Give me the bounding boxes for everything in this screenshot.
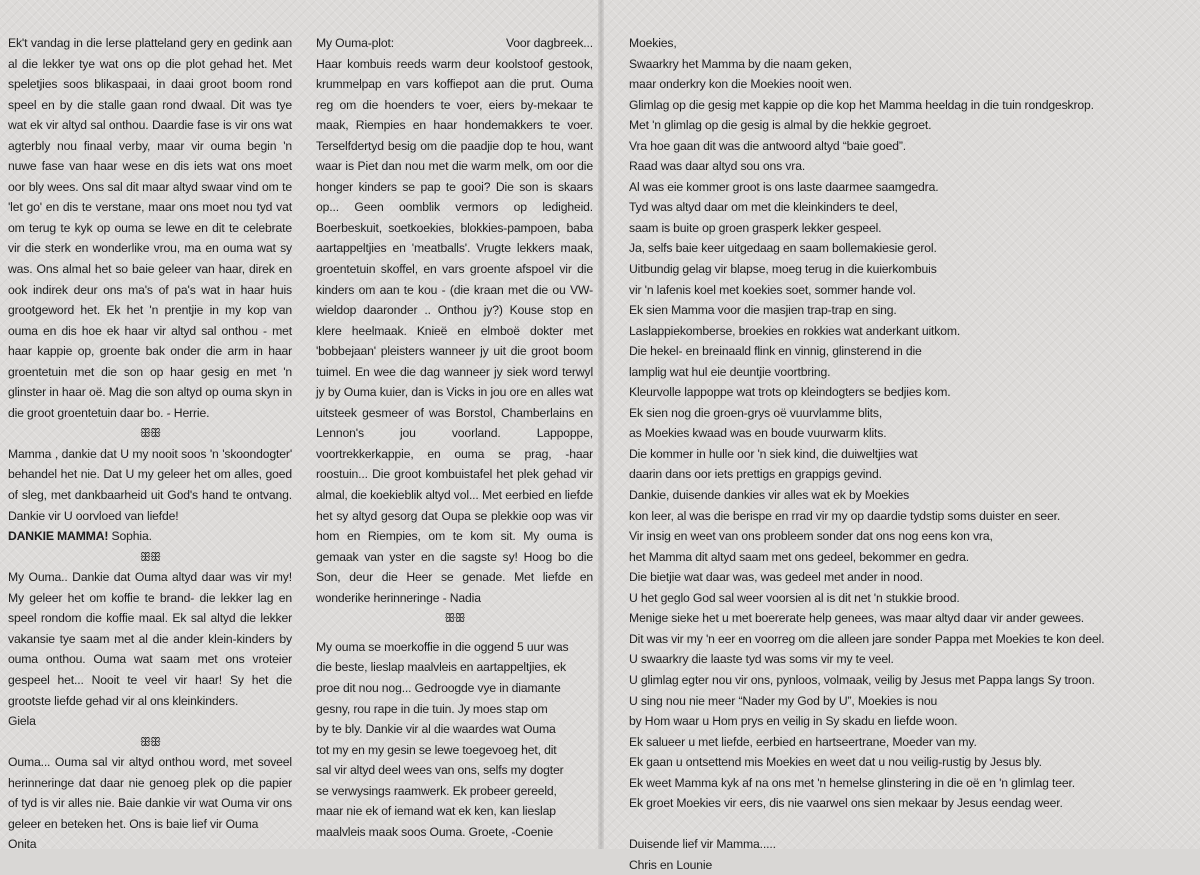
tribute-nadia: [316, 33, 593, 608]
poem-line: daarin dans oor iets prettigs en grappigs gevind.: [629, 467, 882, 482]
poem-line: kon leer, al was die berispe en rrad vir my op daardie tydstip soms duister en seer.: [629, 508, 1061, 523]
tribute-nadia-text: Haar kombuis reeds warm deur koolstoof gestook, krummelpap en vars koffiepot aan die prut. Ouma reg om die hoenders te voer, eiers by-mekaar te maak, Riempies en haar hondemakkers te voer. Terselfdertyd besig om die paadjie dop te hou, want waar is Piet dan nou met die warm melk, om oor die honger kinders se pap te gooi? Die son is skaars op... Geen oomblik vermors op ledigheid. Boerbeskuit, soetkoekies, blokkies-pampoen, baba aartappeltjies en 'meatballs'. Vrugte lekkers maak, groentetuin skoffel, en vars groente afspoel vir die kinders om aan te kou - (die kraan met die ou VW-wieldop daaronder .. Onthou jy?) Kouse stop en klere heelmaak. Knieë en elmboë dokter met 'bobbejaan' pleisters wanneer jy uit die groot boom tuimel. En wee die dag wanneer jy siek word terwyl jy by Ouma kuier, dan is Vicks in jou ore en alles wat uitsteek gesmeer of was Borstol, Chamberlains en Lennon's jou voorland. Lappoppe, voortrekkerkappie, en ouma se prag, -haar roostuin... Die groot kombuistafel het plek gehad vir almal, die koekieblik altyd vol... Met eerbied en liefde het sy altyd gesorg dat Oupa se plekkie oop was vir hom en Riempies, om te kom sit. My ouma is gemaak van yster en die sagste sy! Hoog bo die Son, deur die Heer se genade. Met liefde en wonderike herinneringe - Nadia: [316, 56, 593, 605]
poem-line: Die hekel- en breinaald flink en vinnig, glinsterend in die: [629, 344, 922, 359]
tribute-coenie-line: proe dit nou nog... Gedroogde vye in diamante: [316, 680, 561, 695]
poem-line: Dit was vir my 'n eer en voorreg om die alleen jare sonder Pappa met Moekies te kon deel.: [629, 631, 1105, 646]
poem-line: Die kommer in hulle oor 'n siek kind, die duiweltjies wat: [629, 446, 918, 461]
tribute-nadia-heading-left: My Ouma-plot:: [316, 36, 394, 50]
tribute-coenie-line: maalvleis maak soos Ouma. Groete, -Coenie: [316, 824, 554, 839]
poem-line: Vir insig en weet van ons probleem sonder dat ons nog eens kon vra,: [629, 529, 993, 544]
tribute-nadia-heading-right: Voor dagbreek...: [505, 36, 593, 50]
ornament-divider: ꕥꕥ: [139, 549, 161, 564]
tribute-sophia-text: Mamma , dankie dat U my nooit soos 'n 'skoondogter' behandel het nie. Dat U my geleer het om alles, goed of sleg, met dankbaarheid uit God's hand te ontvang. Dankie vir U oorvloed van liefde!: [8, 446, 292, 523]
poem-line: Ja, selfs baie keer uitgedaag en saam bollemakiesie gerol.: [629, 241, 937, 256]
ornament-divider: ꕥꕥ: [139, 734, 161, 749]
tribute-coenie-line: sal vir altyd deel wees van ons, selfs my dogter: [316, 763, 564, 778]
poem-line: maar onderkry kon die Moekies nooit wen.: [629, 77, 852, 92]
tribute-coenie: [316, 637, 593, 842]
poem-line: Menige sieke het u met boererate help genees, was maar altyd daar vir ander gewees.: [629, 611, 1085, 626]
poem-line: Dankie, duisende dankies vir alles wat ek by Moekies: [629, 488, 910, 503]
poem-line: Kleurvolle lappoppe wat trots op kleindogters se bedjies kom.: [629, 385, 951, 400]
poem-line: as Moekies kwaad was en boude vuurwarm klits.: [629, 426, 887, 441]
ornament-divider: ꕥꕥ: [444, 611, 465, 626]
poem-line: U het geglo God sal weer voorsien al is dit net 'n stukkie brood.: [629, 590, 960, 605]
tribute-coenie-line: tot my en my gesin se lewe toegevoeg het, dit: [316, 742, 557, 757]
poem-line: saam is buite op groen grasperk lekker gespeel.: [629, 220, 882, 235]
tribute-coenie-line: se verwysings raamwerk. Ek probeer gereeld,: [316, 783, 557, 798]
poem-line: Moekies,: [629, 36, 677, 50]
tribute-column-middle: [316, 33, 593, 842]
tribute-giela: [8, 567, 292, 731]
poem-line: lamplig wat hul eie deuntjie voortbring.: [629, 364, 831, 379]
poem-line: Laslappiekomberse, broekies en rokkies wat anderkant uitkom.: [629, 323, 961, 338]
tribute-sophia-signature: Sophia.: [111, 529, 152, 544]
poem-line: U sing nou nie meer “Nader my God by U”, Moekies is nou: [629, 693, 938, 708]
tribute-coenie-line: die beste, lieslap maalvleis en aartappeltjies, ek: [316, 660, 566, 675]
poem-line: Vra hoe gaan dit was die antwoord altyd “baie goed”.: [629, 138, 906, 153]
poem-closing: Duisende lief vir Mamma.....: [629, 837, 776, 852]
poem-line: Ek salueer u met liefde, eerbied en hartseertrane, Moeder van my.: [629, 734, 977, 749]
poem-line: Ek groet Moekies vir eers, dis nie vaarwel ons sien mekaar by Jesus eendag weer.: [629, 796, 1063, 811]
poem-signature: Chris en Lounie: [629, 857, 713, 872]
poem-line: Ek weet Mamma kyk af na ons met 'n hemelse glinstering in die oë en 'n glimlag teer.: [629, 775, 1075, 790]
tribute-giela-signature: Giela: [8, 714, 36, 729]
poem-line: U glimlag egter nou vir ons, pynloos, volmaak, veilig by Jesus met Pappa langs Sy troon.: [629, 672, 1095, 687]
poem-moekies: [629, 33, 1194, 814]
poem-line: vir 'n lafenis koel met koekies soet, sommer hande vol.: [629, 282, 916, 297]
tribute-nadia-heading: [316, 33, 593, 54]
tribute-sophia: [8, 444, 292, 547]
blank-line: [629, 814, 1194, 835]
tribute-coenie-line: maar nie ek of iemand wat ek ken, kan lieslap: [316, 804, 556, 819]
poem-line: Ek sien nog die groen-grys oë vuurvlamme blits,: [629, 405, 883, 420]
tribute-coenie-line: My ouma se moerkoffie in die oggend 5 uur was: [316, 639, 569, 654]
poem-line: by Hom waar u Hom prys en veilig in Sy skadu en liefde woon.: [629, 714, 958, 729]
poem-line: U swaarkry die laaste tyd was soms vir my te veel.: [629, 652, 894, 667]
ornament-divider: ꕥꕥ: [139, 426, 161, 441]
page-fold: [598, 0, 604, 849]
poem-line: Ek sien Mamma voor die masjien trap-trap en sing.: [629, 303, 897, 318]
poem-line: Glimlag op die gesig met kappie op die kop het Mamma heeldag in die tuin rondgeskrop.: [629, 97, 1094, 112]
tribute-coenie-line: gesny, rou rape in die tuin. Jy moes stap om: [316, 701, 548, 716]
tribute-onita-signature: Onita: [8, 837, 37, 852]
poem-line: Al was eie kommer groot is ons laste daarmee saamgedra.: [629, 179, 939, 194]
tribute-onita-text: Ouma... Ouma sal vir altyd onthou word, met soveel herinneringe dat daar nie genoeg plek op die papier of tyd is vir alles nie. Baie dankie vir wat Ouma vir ons geleer en beteken het. Ons is baie lief vir Ouma: [8, 755, 292, 831]
tribute-sophia-exclaim: DANKIE MAMMA!: [8, 529, 109, 544]
poem-line: Ek gaan u ontsettend mis Moekies en weet dat u nou veilig-rustig by Jesus bly.: [629, 755, 1042, 770]
poem-line: het Mamma dit altyd saam met ons gedeel, bekommer en gedra.: [629, 549, 970, 564]
poem-line: Tyd was altyd daar om met die kleinkinders te deel,: [629, 200, 898, 215]
poem-line: Die bietjie wat daar was, was gedeel met ander in nood.: [629, 570, 923, 585]
poem-line: Uitbundig gelag vir blapse, moeg terug in die kuierkombuis: [629, 262, 937, 277]
poem-column-right: [629, 33, 1194, 875]
tribute-column-left: [8, 33, 292, 855]
tribute-herrie: Ek't vandag in die lerse platteland gery en gedink aan al die lekker tye wat ons op die plot gehad het. Met speletjies soos blikaspaai, in daai groot boom rond speel en by die stalle gaan rond dwaal. Dit was tye wat ek vir altyd sal onthou. Daardie fase is vir ons wat agterbly nou finaal verby, maar vir ouma begin 'n nuwe fase van haar wese en dis iets wat ons moet oor bly wees. Ons sal dit maar altyd swaar vind om te 'let go' en dis te verstane, maar ons moet nou tyd vat om terug te kyk op ouma se lewe en dit te celebrate vir die sterk en wonderlike vrou, ma en ouma wat sy was. Ons almal het so baie geleer van haar, direk en ook indirek deur ons ma's of pa's wat in haar huis grootgeword het. Ek het 'n prentjie in my kop van ouma en dis hoe ek haar vir altyd sal onthou - met haar kappie op, groente bak onder die arm in haar groentetuin met die son op haar gesig en met 'n glinster in haar oë. Mag die son altyd op ouma skyn in die groot groentetuin daar bo. - Herrie.: [8, 36, 292, 420]
tribute-giela-text: My Ouma.. Dankie dat Ouma altyd daar was vir my! My geleer het om koffie te brand- die lekker lag en speel rondom die koffie maal. Ek sal altyd die lekker vakansie tye saam met al die ander klein-kinders by ouma onthou. Ouma wat saam met ons vroteier gespeel het... Nooit te veel vir haar! Sy het die grootste liefde gehad vir al ons kleinkinders.: [8, 570, 292, 708]
poem-line: Swaarkry het Mamma by die naam geken,: [629, 56, 852, 71]
poem-line: Raad was daar altyd sou ons vra.: [629, 159, 806, 174]
poem-line: Met 'n glimlag op die gesig is almal by die hekkie gegroet.: [629, 118, 932, 133]
tribute-onita: [8, 752, 292, 855]
tribute-coenie-line: by te bly. Dankie vir al die waardes wat Ouma: [316, 722, 556, 737]
